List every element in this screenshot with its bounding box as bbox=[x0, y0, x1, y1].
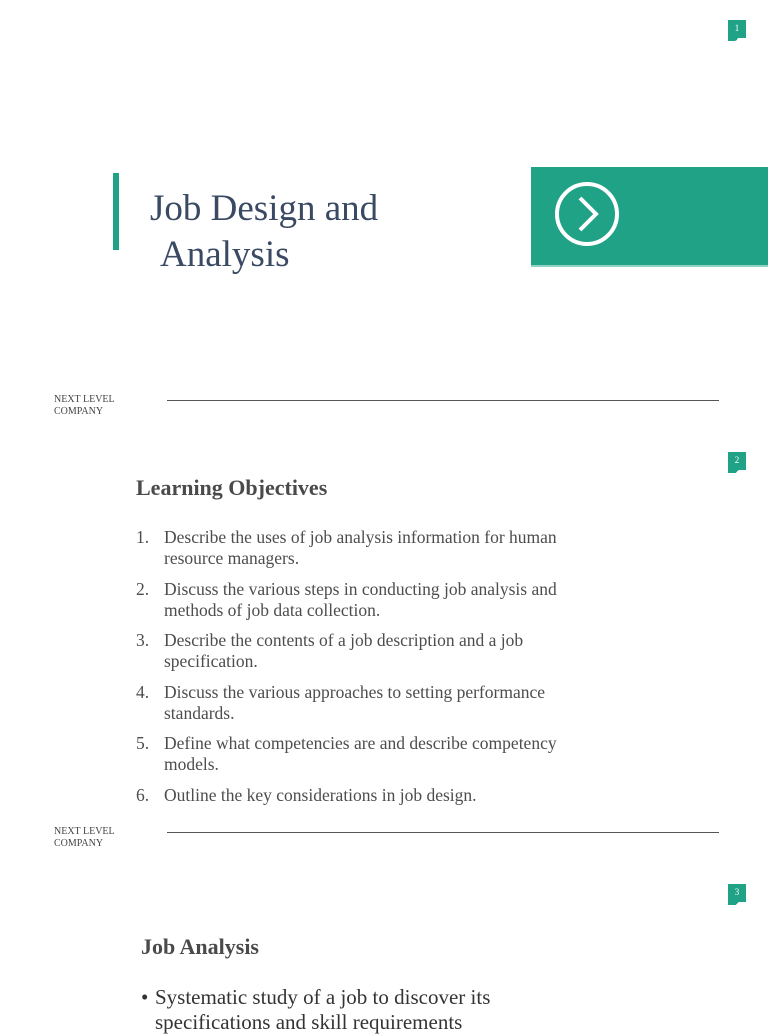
objective-item bbox=[136, 785, 606, 806]
slide-title bbox=[150, 186, 378, 278]
objective-item bbox=[136, 579, 606, 621]
objective-text-line: resource managers. bbox=[164, 548, 300, 568]
objective-number: 6. bbox=[136, 784, 150, 805]
objective-item bbox=[136, 733, 606, 775]
bullet-dot: • bbox=[141, 985, 149, 1009]
page-number-badge: 3 bbox=[728, 884, 746, 902]
footer-company-label bbox=[54, 394, 115, 418]
footer-company-label bbox=[54, 826, 115, 850]
accent-bar bbox=[113, 173, 119, 250]
objectives-list bbox=[136, 527, 606, 815]
page-number-badge: 1 bbox=[728, 20, 746, 38]
footer-line-2: COMPANY bbox=[54, 406, 104, 417]
objective-text-line: Discuss the various approaches to setting performance bbox=[164, 681, 545, 702]
objective-text-line: Discuss the various steps in conducting job analysis and bbox=[164, 578, 557, 599]
objective-number: 3. bbox=[136, 630, 150, 650]
footer-divider bbox=[167, 400, 719, 401]
title-line-1: Job Design and bbox=[150, 188, 379, 229]
bullet-text-line: specifications and skill requirements bbox=[155, 1010, 463, 1034]
objective-text-line: models. bbox=[164, 754, 219, 774]
page-number-badge: 2 bbox=[728, 452, 746, 470]
bullet-item bbox=[141, 985, 575, 1035]
objective-text-line: specification. bbox=[164, 651, 258, 671]
footer-line-1: NEXT LEVEL bbox=[54, 826, 115, 837]
next-block bbox=[531, 167, 768, 265]
objective-text-line: standards. bbox=[164, 702, 235, 723]
footer-divider bbox=[167, 832, 719, 833]
bullet-text-line: Systematic study of a job to discover its bbox=[155, 985, 491, 1009]
objective-text-line: methods of job data collection. bbox=[164, 599, 381, 620]
objective-text-line: Describe the uses of job analysis information for human bbox=[164, 527, 557, 547]
objective-number: 2. bbox=[136, 578, 150, 599]
section-heading: Learning Objectives bbox=[136, 475, 328, 500]
title-line-2: Analysis bbox=[160, 234, 290, 275]
objective-item bbox=[136, 630, 606, 672]
slide-1 bbox=[0, 0, 768, 430]
objective-text-line: Describe the contents of a job description and a job bbox=[164, 630, 524, 650]
footer-line-1: NEXT LEVEL bbox=[54, 394, 115, 405]
objective-number: 1. bbox=[136, 527, 150, 547]
objective-number: 4. bbox=[136, 681, 150, 702]
objective-text-line: Define what competencies are and describe competency bbox=[164, 733, 557, 753]
objective-number: 5. bbox=[136, 733, 150, 753]
objective-text-line: Outline the key considerations in job design. bbox=[164, 784, 477, 805]
objective-item bbox=[136, 682, 606, 724]
section-heading: Job Analysis bbox=[141, 934, 259, 959]
footer-line-2: COMPANY bbox=[54, 838, 104, 849]
chevron-right-circle-icon[interactable] bbox=[553, 180, 621, 248]
objective-item bbox=[136, 527, 606, 569]
